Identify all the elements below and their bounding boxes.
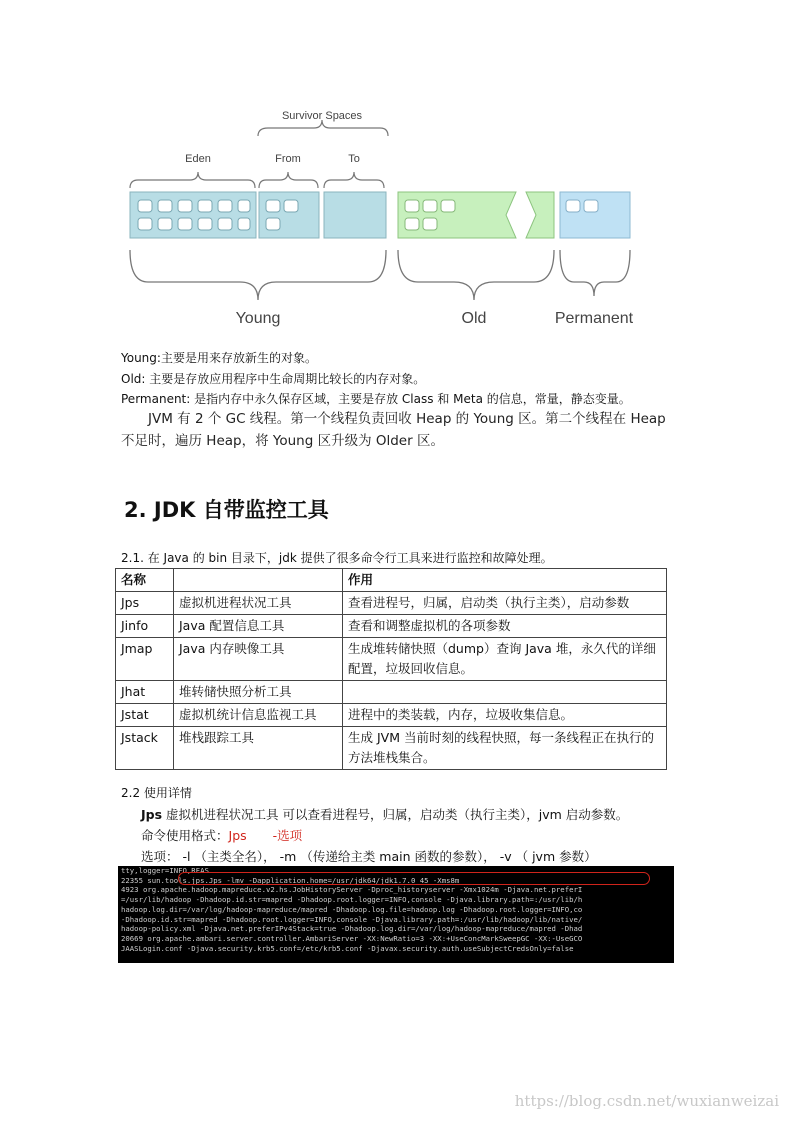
old-region-right <box>526 192 554 238</box>
eden-region <box>130 192 256 238</box>
tool-desc: 虚拟机进程状况工具 <box>174 592 343 615</box>
old-region-left <box>398 192 516 238</box>
subsection-2-2: 2.2 使用详情 <box>121 786 192 800</box>
terminal-line: tty,logger=INFO,RFAS <box>121 866 209 875</box>
old-brace <box>398 250 554 300</box>
young-brace <box>130 250 386 300</box>
tool-name: Jps <box>116 592 174 615</box>
from-region <box>259 192 319 238</box>
jps-line <box>141 805 628 823</box>
eden-brace <box>130 172 255 188</box>
tool-purpose: 查看进程号，归属，启动类（执行主类），启动参数 <box>343 592 667 615</box>
to-brace <box>324 172 384 188</box>
tool-desc: 虚拟机统计信息监视工具 <box>174 704 343 727</box>
terminal-line: =/usr/lib/hadoop -Dhadoop.id.str=mapred -Dhadoop.root.logger=INFO,console -Djava.library.path=:/usr/lib/h <box>121 895 583 905</box>
jps-desc: 虚拟机进程状况工具 可以查看进程号，归属，启动类（执行主类），jvm 启动参数。 <box>162 807 629 822</box>
old-description: Old: 主要是存放应用程序中生命周期比较长的内存对象。 <box>121 372 426 386</box>
header-name: 名称 <box>116 569 174 592</box>
section-title: 2. JDK 自带监控工具 <box>124 498 329 522</box>
table-row <box>116 681 667 704</box>
header-blank <box>174 569 343 592</box>
permanent-description: Permanent: 是指内存中永久保存区域，主要是存放 Class 和 Meta 的信息，常量，静态变量。 <box>121 392 631 406</box>
jvm-gc-line-1: JVM 有 2 个 GC 线程。第一个线程负责回收 Heap 的 Young 区。第二个线程在 Heap <box>148 411 666 427</box>
tool-purpose: 查看和调整虚拟机的各项参数 <box>343 615 667 638</box>
tool-name: Jhat <box>116 681 174 704</box>
tool-desc: Java 内存映像工具 <box>174 638 343 681</box>
tool-purpose <box>343 681 667 704</box>
survivor-brace <box>258 120 388 136</box>
table-header-row <box>116 569 667 592</box>
tool-purpose: 生成堆转储快照（dump）查询 Java 堆，永久代的详细配置，垃圾回收信息。 <box>343 638 667 681</box>
table-row <box>116 704 667 727</box>
terminal-line: JAASLogin.conf -Djava.security.krb5.conf=/etc/krb5.conf -Djavax.security.auth.useSubjectCredsOnly=false <box>121 943 574 953</box>
watermark: https://blog.csdn.net/wuxianweizai <box>514 1092 779 1110</box>
jvm-gc-line-2: 不足时，遍历 Heap，将 Young 区升级为 Older 区。 <box>121 433 444 449</box>
from-brace <box>259 172 318 188</box>
tool-desc: 堆转储快照分析工具 <box>174 681 343 704</box>
jvm-heap-diagram <box>118 100 648 330</box>
old-label: Old <box>461 310 487 327</box>
tool-desc: 堆栈跟踪工具 <box>174 727 343 770</box>
terminal-line: hadoop-policy.xml -Djava.net.preferIPv4Stack=true -Dhadoop.log.dir=/var/log/hadoop-mapreduce/mapred -Dhad <box>121 924 583 934</box>
tool-name: Jstack <box>116 727 174 770</box>
format-cmd: Jps <box>228 828 247 843</box>
terminal-line: 20669 org.apache.ambari.server.controller.AmbariServer -XX:NewRatio=3 -XX:+UseConcMarkSweepGC -XX:-UseGCO <box>121 933 583 943</box>
tool-desc: Java 配置信息工具 <box>174 615 343 638</box>
jps-name: Jps <box>141 807 163 822</box>
table-row <box>116 615 667 638</box>
terminal-line: -Dhadoop.id.str=mapred -Dhadoop.root.logger=INFO,console -Djava.library.path=:/usr/lib/hadoop/lib/native/ <box>121 914 583 924</box>
permanent-brace <box>560 250 630 296</box>
tool-purpose: 进程中的类装载，内存，垃圾收集信息。 <box>343 704 667 727</box>
young-label: Young <box>235 310 281 327</box>
format-option: -选项 <box>272 828 303 843</box>
tools-table <box>115 568 667 770</box>
survivor-spaces-label: Survivor Spaces <box>281 110 363 122</box>
format-line <box>141 826 302 844</box>
young-description: Young:主要是用来存放新生的对象。 <box>121 351 317 365</box>
table-row <box>116 727 667 770</box>
table-row <box>116 592 667 615</box>
header-purpose: 作用 <box>343 569 667 592</box>
subsection-2-1: 2.1. 在 Java 的 bin 目录下，jdk 提供了很多命令行工具来进行监控和故障处理。 <box>121 551 553 565</box>
tool-name: Jinfo <box>116 615 174 638</box>
terminal-screenshot <box>118 866 674 963</box>
tool-purpose: 生成 JVM 当前时刻的线程快照，每一条线程正在执行的方法堆栈集合。 <box>343 727 667 770</box>
highlight-circle <box>178 872 650 885</box>
options-line: 选项： -l （主类全名）， -m （传递给主类 main 函数的参数）， -v （ jvm 参数） <box>141 849 597 864</box>
format-label: 命令使用格式： <box>141 828 229 843</box>
permanent-region <box>560 192 630 238</box>
table-row <box>116 638 667 681</box>
terminal-line: 22355 sun.tools.jps.Jps -lmv -Dapplication.home=/usr/jdk64/jdk1.7.0_45 -Xms8m <box>121 875 460 885</box>
tool-name: Jmap <box>116 638 174 681</box>
terminal-line: 4923 org.apache.hadoop.mapreduce.v2.hs.JobHistoryServer -Dproc_historyserver -Xmx1024m -Djava.net.preferI <box>121 885 583 895</box>
terminal-line: hadoop.log.dir=/var/log/hadoop-mapreduce/mapred -Dhadoop.log.file=hadoop.log -Dhadoop.root.logger=INFO,co <box>121 904 583 914</box>
tool-name: Jstat <box>116 704 174 727</box>
from-label: From <box>275 153 301 165</box>
permanent-label: Permanent <box>554 310 634 327</box>
to-region <box>324 192 386 238</box>
to-label: To <box>348 153 360 165</box>
eden-label: Eden <box>185 153 211 165</box>
